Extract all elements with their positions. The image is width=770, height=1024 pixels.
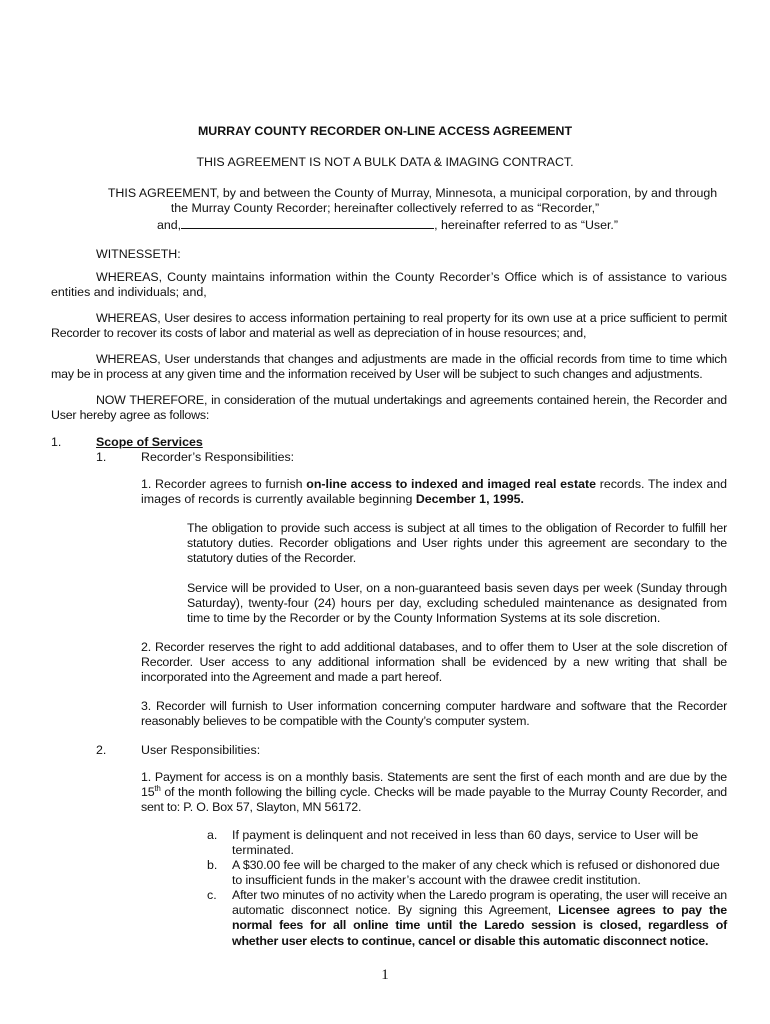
list-item-a-text: If payment is delinquent and not received in less than 60 days, service to User will be terminated. (232, 828, 699, 858)
section-1-title: Scope of Services (96, 435, 203, 449)
subsection-1-number: 1. (96, 450, 107, 464)
list-item-c-bold: Licensee agrees to pay the normal fees for all online time until the Laredo session is closed, regardless of whether user elects to continue, cancel or disable this automatic disconnect notice. (232, 903, 727, 948)
u1-superscript: th (154, 784, 161, 794)
intro-and: and, (157, 218, 182, 232)
subsection-1-title: Recorder’s Responsibilities: (141, 450, 295, 464)
r1-text-a: 1. Recorder agrees to furnish (141, 477, 307, 491)
intro-user: , hereinafter referred to as “User.” (434, 218, 618, 232)
whereas-paragraph-1: WHEREAS, County maintains information within the County Recorder’s Office which is of assistance to various entities and individuals; and, (51, 270, 727, 300)
list-item-c-regular: After two minutes of no activity when the Laredo program is operating, the user will receive an automatic disconnect notice. By signing this Agreement, (232, 888, 727, 918)
list-item-c-text (232, 888, 727, 949)
subsection-2-title: User Responsibilities: (141, 743, 261, 757)
user-name-blank (181, 216, 434, 229)
r1-text-bold: on-line access to indexed and imaged real estate (306, 477, 596, 491)
section-1-number: 1. (51, 435, 62, 449)
now-therefore-paragraph: NOW THEREFORE, in consideration of the mutual undertakings and agreements contained herein, the Recorder and User hereby agree as follows: (51, 393, 727, 423)
list-item-c-label: c. (207, 888, 217, 902)
recorder-responsibility-1 (141, 477, 727, 507)
r1-text-b: records. The index and images of records is currently available beginning (141, 477, 728, 507)
intro-line-2: the Murray County Recorder; hereinafter collectively referred to as “Recorder,” (170, 201, 600, 215)
service-paragraph: Service will be provided to User, on a non-guaranteed basis seven days per week (Sunday through Saturday), twenty-four (24) hours per day, excluding scheduled maintenance as designated from time to time by the Recorder or by the County Information Systems at its sole discretion. (187, 581, 727, 626)
intro-line-1: THIS AGREEMENT, by and between the County of Murray, Minnesota, a municipal corporation, by and through (107, 186, 718, 200)
list-item-a-label: a. (207, 828, 218, 842)
subsection-2-number: 2. (96, 743, 107, 757)
list-item-b-text: A $30.00 fee will be charged to the maker of any check which is refused or dishonored due to insufficient funds in the maker’s account with the drawee credit institution. (232, 858, 720, 888)
obligation-paragraph: The obligation to provide such access is subject at all times to the obligation of Recorder to fulfill her statutory duties. Recorder obligations and User rights under this agreement are secondary to the statutory duties of the Recorder. (187, 521, 727, 566)
list-item-b-label: b. (207, 858, 218, 872)
u1-text-a: 1. Payment for access is on a monthly basis. Statements are sent the first of each month and are due by the 15 (141, 770, 727, 800)
page-number: 1 (381, 967, 389, 983)
user-responsibility-1 (141, 770, 727, 816)
recorder-responsibility-3: 3. Recorder will furnish to User information concerning computer hardware and software that the Recorder reasonably believes to be compatible with the County’s computer system. (141, 699, 727, 729)
recorder-responsibility-2: 2. Recorder reserves the right to add additional databases, and to offer them to User at the sole discretion of Recorder. User access to any additional information shall be evidenced by a new writing that shall be incorporated into the Agreement and made a part hereof. (141, 640, 727, 685)
witnesseth-heading: WITNESSETH: (96, 247, 181, 261)
intro-line-3 (157, 216, 618, 233)
document-title: MURRAY COUNTY RECORDER ON-LINE ACCESS AGREEMENT (197, 124, 573, 138)
u1-text-b: of the month following the billing cycle. Checks will be made payable to the Murray County Recorder, and sent to: P. O. Box 57, Slayton, MN 56172. (141, 785, 727, 815)
r1-date: December 1, 1995. (415, 492, 524, 507)
whereas-paragraph-2: WHEREAS, User desires to access information pertaining to real property for its own use at a price sufficient to permit Recorder to recover its costs of labor and material as well as depreciation of in house resources; and, (51, 311, 727, 341)
whereas-paragraph-3: WHEREAS, User understands that changes and adjustments are made in the official records from time to time which may be in process at any given time and the information received by User will be subject to such changes and adjustments. (51, 352, 727, 382)
document-subtitle: THIS AGREEMENT IS NOT A BULK DATA & IMAGING CONTRACT. (196, 155, 574, 169)
